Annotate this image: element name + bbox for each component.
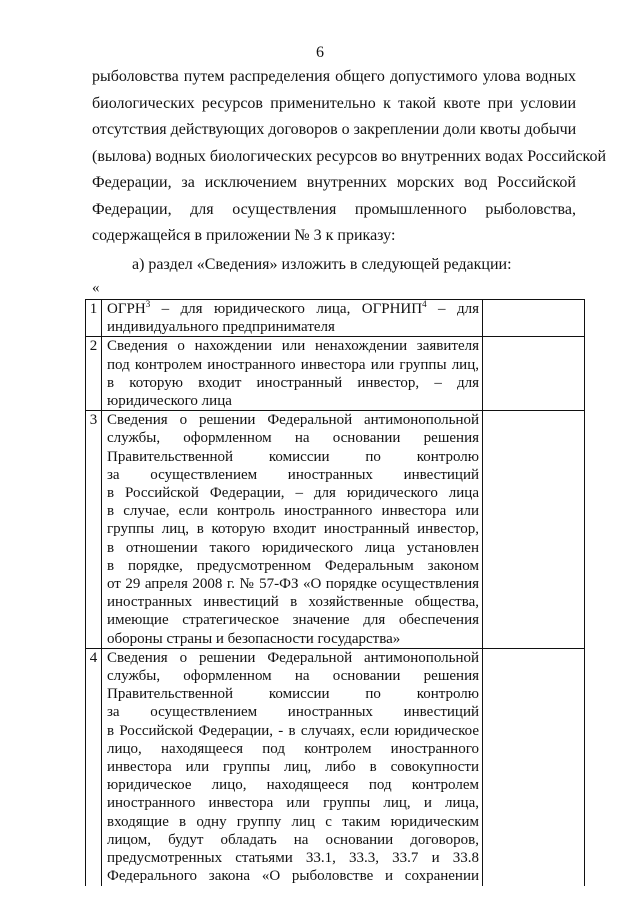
item-a-text: а) раздел «Сведения» изложить в следующей редакции: [132,256,512,273]
table-row [86,337,585,411]
row-text-line: в Российской Федерации, - в случаях, если юридическое [107,722,479,739]
row-number: 2 [86,337,102,410]
row-text-line: в случае, если контроль иностранного инвестора или [107,503,479,520]
row-text-line: лицом, будут обладать на основании договоров, [107,831,479,848]
intro-line: Федерации, за исключением внутренних морских вод Российской [92,174,576,191]
row-text-line: в порядке, предусмотренном Федеральным законом [107,557,479,574]
row-text-line: в отношении такого юридического лица установлен [107,539,479,556]
row-text-fragment: – для юридического лица, ОГРНИП [150,301,423,317]
empty-cell [483,300,585,336]
information-table [85,299,585,886]
row-text-line: в которую входит иностранный инвестор, – для [107,374,479,391]
footnote-ref: 4 [422,299,427,309]
intro-paragraph [92,64,607,250]
row-text-line: индивидуального предпринимателя [107,319,335,336]
row-text-fragment: – для [426,301,479,317]
row-text-line: службы, оформленном на основании решения [107,430,479,447]
row-number: 1 [86,300,102,336]
intro-line: отсутствия действующих договоров о закреплении доли квоты добычи [92,121,577,138]
row-text-line: под контролем иностранного инвестора или группы лиц, [107,356,479,373]
row-text-line: иностранного инвестора или группы лиц, и лица, [107,795,479,812]
row-text-line: Сведения о нахождении или ненахождении заявителя [107,338,479,355]
row-text-line: входящие в одну группу лиц с таким юридическим [107,813,479,830]
table-row [86,649,585,886]
row-text-line: Сведения о решении Федеральной антимонопольной [107,649,479,666]
row-text-line: иностранных инвестиций в хозяйственные общества, [107,594,479,611]
row-text-line: за осуществлением иностранных инвестиций [107,466,479,483]
row-text-line: обороны страны и безопасности государства» [107,630,401,647]
table-row [86,411,585,649]
row-text-line: службы, оформленном на основании решения [107,668,479,685]
row-text-line: юридическое лицо, находящееся под контролем [107,777,479,794]
row-text-line: от 29 апреля 2008 г. № 57-ФЗ «О порядке осуществления [107,576,479,593]
ogrn-label: ОГРН [107,301,146,317]
footnote-ref: 3 [145,299,151,309]
intro-line: рыболовства путем распределения общего допустимого улова водных [92,68,576,85]
intro-line: (вылова) водных биологических ресурсов во внутренних водах Российской [92,147,607,165]
empty-cell [483,411,585,648]
row-text-line: имеющие стратегическое значение для обеспечения [107,612,479,629]
row-text-line: лицо, находящееся под контролем иностранного [107,740,479,757]
intro-line: содержащейся в приложении № 3 к приказу: [92,227,396,244]
row-text-line: группы лиц, в которую входит иностранный инвестор, [107,521,479,538]
row-text [102,337,483,410]
row-text-line: юридического лица [107,393,232,410]
row-number: 3 [86,411,102,648]
row-text-line: Сведения о решении Федеральной антимонопольной [107,412,479,429]
row-text-line: Федерального закона «О рыболовстве и сохранении [107,868,479,885]
table-row [86,300,585,337]
row-text [102,649,483,886]
intro-line: биологических ресурсов применительно к такой квоте при условии [92,94,576,112]
row-number: 4 [86,649,102,886]
row-text-line [107,300,479,318]
empty-cell [483,337,585,410]
intro-line: Федерации, для осуществления промышленного рыболовства, [92,200,576,218]
row-text-line: Правительственной комиссии по контролю [107,448,479,465]
row-text-line: инвестора или группы лиц, либо в совокупности [107,759,479,776]
row-text [102,300,483,336]
row-text-line: Правительственной комиссии по контролю [107,686,479,703]
row-text-line: предусмотренных статьями 33.1, 33.3, 33.7 и 33.8 [107,850,479,867]
row-text-line: за осуществлением иностранных инвестиций [107,704,479,721]
row-text-line: в Российской Федерации, – для юридического лица [107,485,479,502]
opening-quote-mark: « [92,280,100,296]
row-text [102,411,483,648]
empty-cell [483,649,585,886]
page-number: 6 [316,44,324,61]
